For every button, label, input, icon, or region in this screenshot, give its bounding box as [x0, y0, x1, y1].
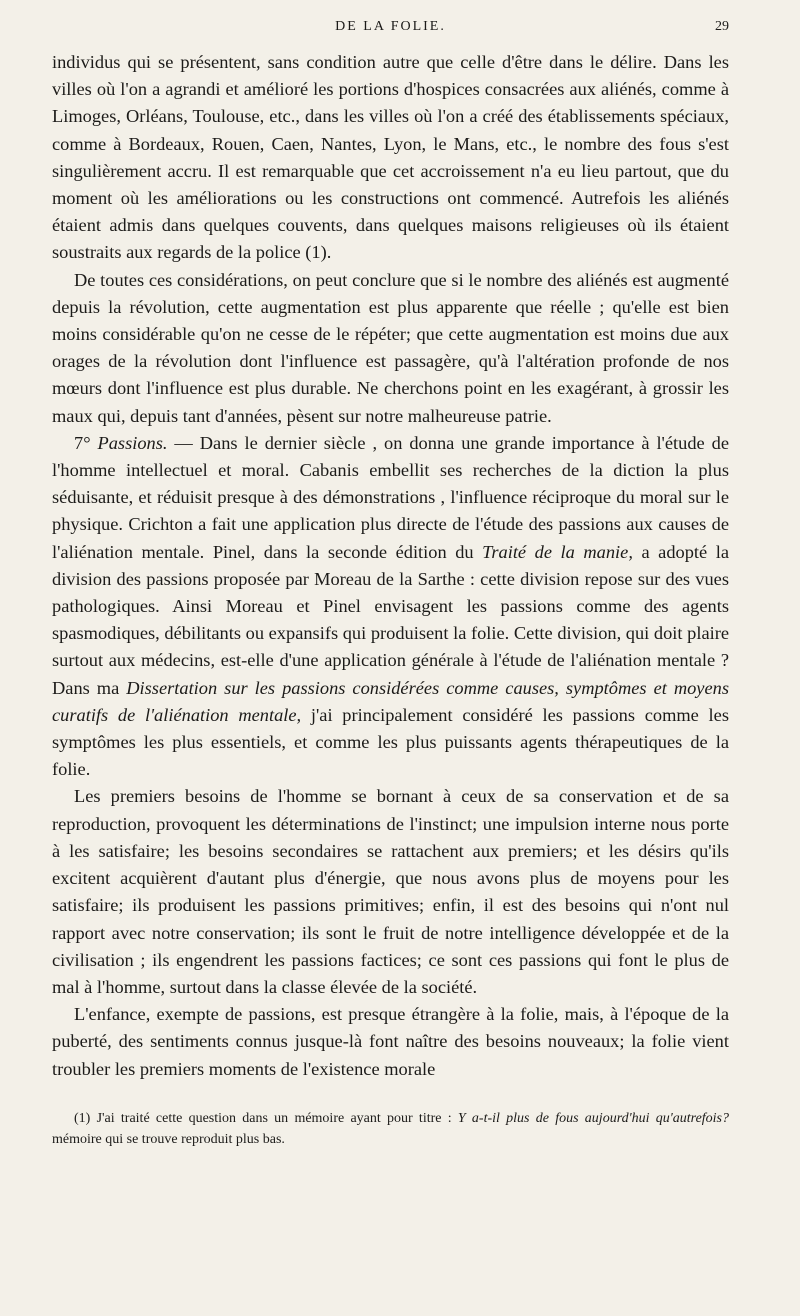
footnote — [52, 1108, 729, 1150]
paragraph-conclusion: De toutes ces considérations, on peut conclure que si le nombre des aliénés est augmenté depuis la révolution, cette augmentation est plus apparente que réelle ; qu'elle est bien moins considérable qu'on ne cesse de le répéter; que cette augmentation est moins due aux orages de la révolution dont l'influence est passagère, qu'à l'altération profonde de nos mœurs dont l'influence est plus durable. Ne cherchons point en les exagérant, à grossir les maux qui, depuis tant d'années, pèsent sur notre malheureuse patrie. — [52, 269, 729, 426]
book-page — [0, 19, 800, 1316]
work-title-traite: Traité de la manie, — [482, 541, 633, 562]
paragraph-besoins: Les premiers besoins de l'homme se bornant à ceux de sa conservation et de sa reproduction, provoquent les déterminations de l'instinct; une impulsion interne nous porte à les satisfaire; les besoins secondaires se rattachent aux premiers; et les désirs qu'ils excitent acquièrent d'autant plus d'énergie, que nous avons plus de moyens pour les satisfaire; ils produisent les passions primitives; enfin, il est des besoins qui n'ont nul rapport avec notre conservation; ils sont le fruit de notre intelligence développée et de la civilisation ; ils engendrent les passions factices; ce sont ces passions qui font le plus de mal à l'homme, surtout dans la classe élevée de la société. — [52, 786, 729, 997]
section-heading: Passions. — [97, 432, 168, 453]
section-number: 7° — [74, 432, 91, 453]
footnote-text: (1) J'ai traité cette question dans un mémoire ayant pour titre : — [74, 1110, 458, 1126]
paragraph-text: a adopté la division des passions proposée par Moreau de la Sarthe : cette division repose sur des vues pathologiques. Ainsi Moreau et Pinel envisagent les passions comme des agents spasmodiques, débilitants ou expansifs qui produisent la folie. Cette division, qui doit plaire surtout aux médecins, est-elle d'une application générale à l'étude de l'aliénation mentale ? Dans ma — [52, 541, 729, 698]
work-title-dissertation: Dissertation sur les passions considérées comme causes, symptômes et moyens curatifs de l'aliénation mentale, — [52, 677, 729, 725]
footnote-text: mémoire qui se trouve reproduit plus bas. — [52, 1131, 285, 1147]
paragraph-enfance: L'enfance, exempte de passions, est presque étrangère à la folie, mais, à l'époque de la puberté, des sentiments connus jusque-là font naître des besoins nouveaux; la folie vient troubler les premiers moments de l'existence morale — [52, 1004, 729, 1079]
paragraph-passions — [52, 430, 729, 784]
footnote-title: Y a-t-il plus de fous aujourd'hui qu'autrefois? — [457, 1110, 730, 1126]
paragraph-continuation: individus qui se présentent, sans condition autre que celle d'être dans le délire. Dans les villes où l'on a agrandi et amélioré les portions d'hospices consacrées aux aliénés, comme à Limoges, Orléans, Toulouse, etc., dans les villes où l'on a créé des établissements spéciaux, comme à Bordeaux, Rouen, Caen, Nantes, Lyon, le Mans, etc., le nombre des fous s'est singulièrement accru. Il est remarquable que cet accroissement n'a eu lieu partout, que du moment où les améliorations ou les constructions ont commencé. Autrefois les aliénés étaient admis dans quelques couvents, dans quelques maisons religieuses où ils étaient soustraits aux regards de la police (1). — [52, 52, 729, 263]
page-number: 29 — [715, 19, 729, 34]
paragraph-text: j'ai principalement considéré les passions comme les symptômes les plus essentiels, et comme les plus puissants agents thérapeutiques de la folie. — [52, 704, 729, 780]
paragraph-text: — Dans le dernier siècle , on donna une grande importance à l'étude de l'homme intellectuel et moral. Cabanis embellit ses recherches de la diction la plus séduisante, et réduisit presque à des démonstrations , l'influence réciproque du moral sur le physique. Crichton a fait une application plus directe de l'étude des passions aux causes de l'aliénation mentale. Pinel, dans la seconde édition du — [52, 432, 729, 562]
body-text — [52, 49, 729, 1083]
running-head — [52, 19, 729, 49]
running-title: DE LA FOLIE. — [335, 19, 446, 34]
